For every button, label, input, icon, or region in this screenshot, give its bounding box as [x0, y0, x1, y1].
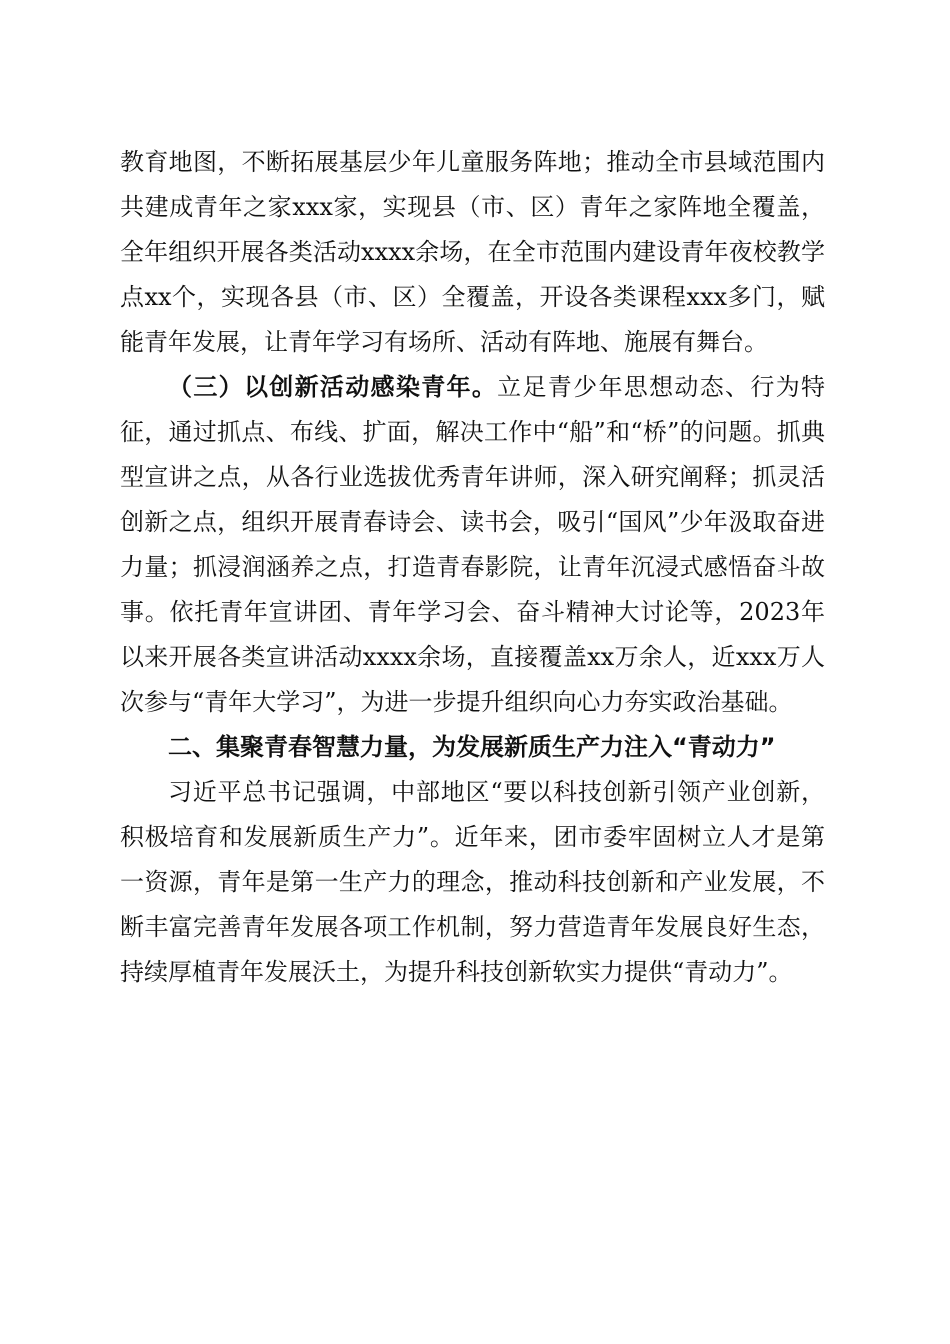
section-three-body: 立足青少年思想动态、行为特征，通过抓点、布线、扩面，解决工作中“船”和“桥”的问题。抓典型宣讲之点，从各行业选拔优秀青年讲师，深入研究阐释；抓灵活创新之点，组织开展青春诗会、读书会，吸引“国风”少年汲取奋进力量；抓浸润涵养之点，打造青春影院，让青年沉浸式感悟奋斗故事。依托青年宣讲团、青年学习会、奋斗精神大讨论等，2023年以来开展各类宣讲活动xxxx余场，直接覆盖xx万余人，近xxx万人次参与“青年大学习”，为进一步提升组织向心力夯实政治基础。	[120, 373, 826, 716]
section-three-lead: （三）以创新活动感染青年。	[168, 373, 498, 401]
continued-paragraph: 教育地图，不断拓展基层少年儿童服务阵地；推动全市县域范围内共建成青年之家xxx家，实现县（市、区）青年之家阵地全覆盖，全年组织开展各类活动xxxx余场，在全市范围内建设青年夜校教学点xx个，实现各县（市、区）全覆盖，开设各类课程xxx多门，赋能青年发展，让青年学习有场所、活动有阵地、施展有舞台。	[120, 148, 825, 356]
section-three-paragraph	[120, 365, 825, 725]
document-body	[120, 140, 825, 995]
final-paragraph: 习近平总书记强调，中部地区“要以科技创新引领产业创新，积极培育和发展新质生产力”。近年来，团市委牢固树立人才是第一资源，青年是第一生产力的理念，推动科技创新和产业发展，不断丰富完善青年发展各项工作机制，努力营造青年发展良好生态，持续厚植青年发展沃土，为提升科技创新软实力提供“青动力”。	[120, 778, 825, 986]
heading-two: 二、集聚青春智慧力量，为发展新质生产力注入“青动力”	[168, 733, 776, 761]
